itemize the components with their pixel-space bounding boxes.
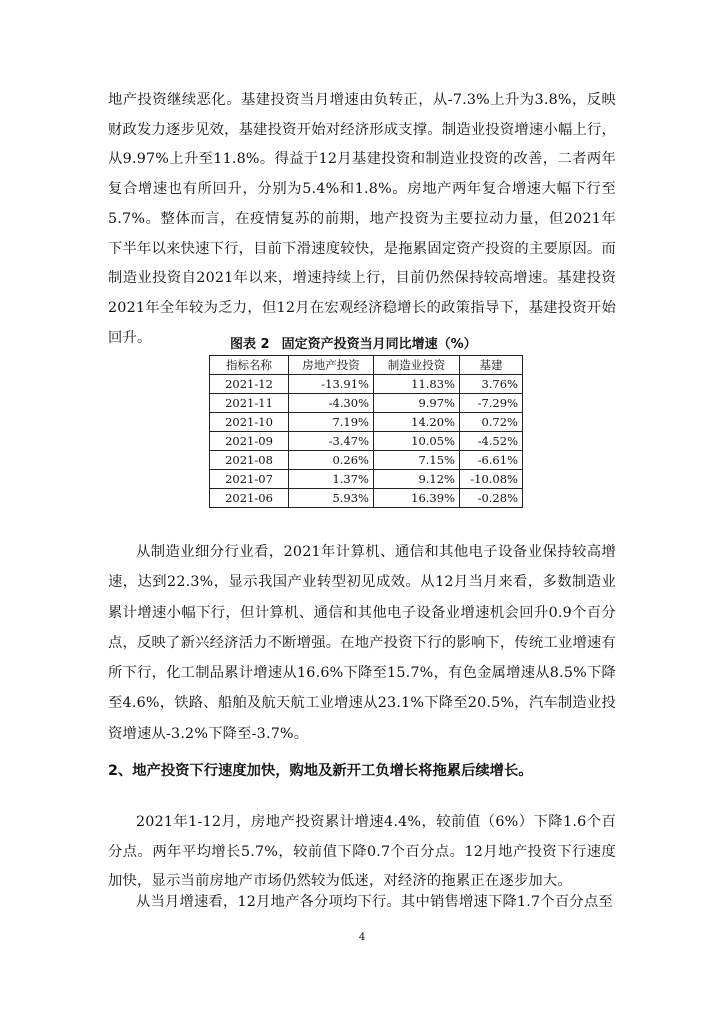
table-cell-value: -3.47% (289, 432, 374, 451)
table-cell-value: 9.97% (374, 394, 460, 413)
table-cell-value: -4.30% (289, 394, 374, 413)
table-cell-date: 2021-10 (210, 413, 289, 432)
table-cell-date: 2021-07 (210, 470, 289, 489)
investment-growth-table (209, 355, 523, 508)
table-cell-value: 7.15% (374, 451, 460, 470)
table-header-cell: 基建 (460, 356, 523, 375)
table-cell-date: 2021-12 (210, 375, 289, 394)
table-cell-value: 9.12% (374, 470, 460, 489)
table-cell-value: -7.29% (460, 394, 523, 413)
body-paragraph-monthly-growth: 从当月增速看，12月地产各分项均下行。其中销售增速下降1.7个百分点至 (136, 894, 613, 910)
table-header-cell: 制造业投资 (374, 356, 460, 375)
table-cell-value: -10.08% (460, 470, 523, 489)
body-paragraph-investment-summary: 地产投资继续恶化。基建投资当月增速由负转正，从-7.3%上升为3.8%，反映财政发力逐步见效，基建投资开始对经济形成支撑。制造业投资增速小幅上行，从9.97%上升至11.8%。得益于12月基建投资和制造业投资的改善，二者两年复合增速也有所回升，分别为5.4%和1.8%。房地产两年复合增速大幅下行至5.7%。整体而言，在疫情复苏的前期，地产投资为主要拉动力量，但2021年下半年以来快速下行，目前下滑速度较快，是拖累固定资产投资的主要原因。而制造业投资自2021年以来，增速持续上行，目前仍然保持较高增速。基建投资2021年全年较为乏力，但12月在宏观经济稳增长的政策指导下，基建投资开始回升。 (108, 92, 616, 346)
table-row (210, 451, 523, 470)
table-cell-value: -0.28% (460, 489, 523, 508)
table-cell-value: 0.72% (460, 413, 523, 432)
table-row (210, 375, 523, 394)
table-cell-date: 2021-09 (210, 432, 289, 451)
table-cell-value: 3.76% (460, 375, 523, 394)
table-cell-value: 11.83% (374, 375, 460, 394)
section-heading: 2、地产投资下行速度加快，购地及新开工负增长将拖累后续增长。 (108, 763, 533, 779)
figure-label: 图表 2 (230, 337, 270, 352)
table-row (210, 413, 523, 432)
table-cell-value: 14.20% (374, 413, 460, 432)
table-cell-value: 16.39% (374, 489, 460, 508)
figure-caption (230, 333, 550, 352)
table-cell-date: 2021-11 (210, 394, 289, 413)
body-paragraph-manufacturing: 从制造业细分行业看，2021年计算机、通信和其他电子设备业保持较高增速，达到22.3%，显示我国产业转型初见成效。从12月当月来看，多数制造业累计增速小幅下行，但计算机、通信和其他电子设备业增速机会回升0.9个百分点，反映了新兴经济活力不断增强。在地产投资下行的影响下，传统工业增速有所下行，化工制品累计增速从16.6%下降至15.7%，有色金属增速从8.5%下降至4.6%，铁路、船舶及航天航工业增速从23.1%下降至20.5%，汽车制造业投资增速从-3.2%下降至-3.7%。 (108, 544, 616, 742)
table-cell-date: 2021-06 (210, 489, 289, 508)
table-row (210, 489, 523, 508)
table-cell-value: -6.61% (460, 451, 523, 470)
table-cell-value: 0.26% (289, 451, 374, 470)
table-row (210, 394, 523, 413)
figure-title: 固定资产投资当月同比增速（%） (281, 337, 477, 352)
table-cell-value: -4.52% (460, 432, 523, 451)
table-header-cell: 房地产投资 (289, 356, 374, 375)
table-cell-value: 1.37% (289, 470, 374, 489)
table-cell-date: 2021-08 (210, 451, 289, 470)
table-cell-value: 5.93% (289, 489, 374, 508)
body-paragraph-real-estate: 2021年1-12月，房地产投资累计增速4.4%，较前值（6%）下降1.6个百分点。两年平均增长5.7%，较前值下降0.7个百分点。12月地产投资下行速度加快，显示当前房地产市场仍然较为低迷，对经济的拖累正在逐步加大。 (108, 814, 616, 890)
table-row (210, 432, 523, 451)
table-header-row (210, 356, 523, 375)
table-cell-value: -13.91% (289, 375, 374, 394)
table-header-cell: 指标名称 (210, 356, 289, 375)
table-cell-value: 7.19% (289, 413, 374, 432)
table-cell-value: 10.05% (374, 432, 460, 451)
page-number: 4 (358, 932, 366, 943)
table-row (210, 470, 523, 489)
